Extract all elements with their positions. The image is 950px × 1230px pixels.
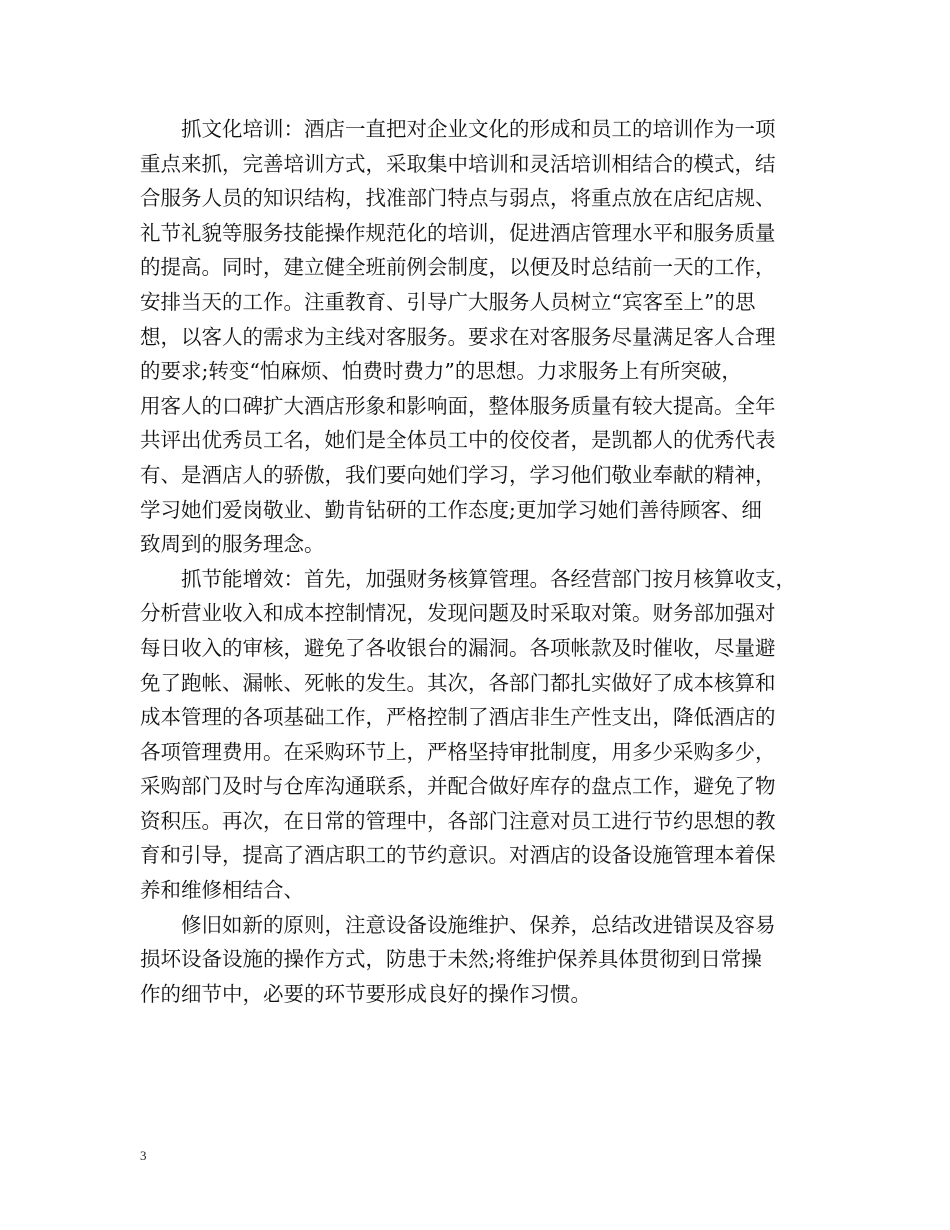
text-line: 抓文化培训：酒店一直把对企业文化的形成和员工的培训作为一项 <box>181 117 776 141</box>
text-line: 致周到的服务理念。 <box>140 532 325 557</box>
text-line: 礼节礼貌等服务技能操作规范化的培训，促进酒店管理水平和服务质量 <box>140 220 776 245</box>
text-line: 免了跑帐、漏帐、死帐的发生。其次，各部门都扎实做好了成本核算和 <box>140 670 776 695</box>
page-number: 3 <box>140 1148 147 1163</box>
text-line: 修旧如新的原则，注意设备设施维护、保养，总结改进错误及容易 <box>181 912 776 937</box>
text-line: 养和维修相结合、 <box>140 878 304 903</box>
text-line: 成本管理的各项基础工作，严格控制了酒店非生产性支出，降低酒店的 <box>140 705 776 730</box>
paragraph-energy-saving <box>140 562 824 908</box>
text-line: 损坏设备设施的操作方式，防患于未然;将维护保养具体贯彻到日常操 <box>140 947 762 972</box>
paragraph-maintenance <box>140 908 824 1012</box>
text-line: 学习她们爱岗敬业、勤肯钻研的工作态度;更加学习她们善待顾客、细 <box>140 497 762 522</box>
text-line: 的提高。同时，建立健全班前例会制度，以便及时总结前一天的工作， <box>140 255 776 280</box>
text-line: 合服务人员的知识结构，找准部门特点与弱点，将重点放在店纪店规、 <box>140 186 776 211</box>
text-line: 用客人的口碑扩大酒店形象和影响面，整体服务质量有较大提高。全年 <box>140 393 776 418</box>
text-line: 重点来抓，完善培训方式，采取集中培训和灵活培训相结合的模式，结 <box>140 151 776 176</box>
text-line: 安排当天的工作。注重教育、引导广大服务人员树立“宾客至上”的思 <box>140 289 756 314</box>
text-line: 想，以客人的需求为主线对客服务。要求在对客服务尽量满足客人合理 <box>140 324 776 349</box>
text-line: 有、是酒店人的骄傲，我们要向她们学习，学习他们敬业奉献的精神， <box>140 462 776 487</box>
paragraph-culture-training <box>140 112 824 562</box>
text-line: 采购部门及时与仓库沟通联系，并配合做好库存的盘点工作，避免了物 <box>140 774 776 799</box>
text-line: 的要求;转变“怕麻烦、怕费时费力”的思想。力求服务上有所突破， <box>140 359 742 384</box>
text-line: 资积压。再次，在日常的管理中，各部门注意对员工进行节约思想的教 <box>140 808 776 833</box>
text-line: 抓节能增效：首先，加强财务核算管理。各经营部门按月核算收支， <box>181 566 796 591</box>
text-line: 共评出优秀员工名，她们是全体员工中的佼佼者，是凯都人的优秀代表 <box>140 428 776 453</box>
text-line: 分析营业收入和成本控制情况，发现问题及时采取对策。财务部加强对 <box>140 601 776 626</box>
text-line: 作的细节中，必要的环节要形成良好的操作习惯。 <box>140 981 591 1006</box>
text-line: 育和引导，提高了酒店职工的节约意识。对酒店的设备设施管理本着保 <box>140 843 776 868</box>
body-text <box>140 112 824 1011</box>
text-line: 各项管理费用。在采购环节上，严格坚持审批制度，用多少采购多少， <box>140 739 776 764</box>
text-line: 每日收入的审核，避免了各收银台的漏洞。各项帐款及时催收，尽量避 <box>140 635 776 660</box>
